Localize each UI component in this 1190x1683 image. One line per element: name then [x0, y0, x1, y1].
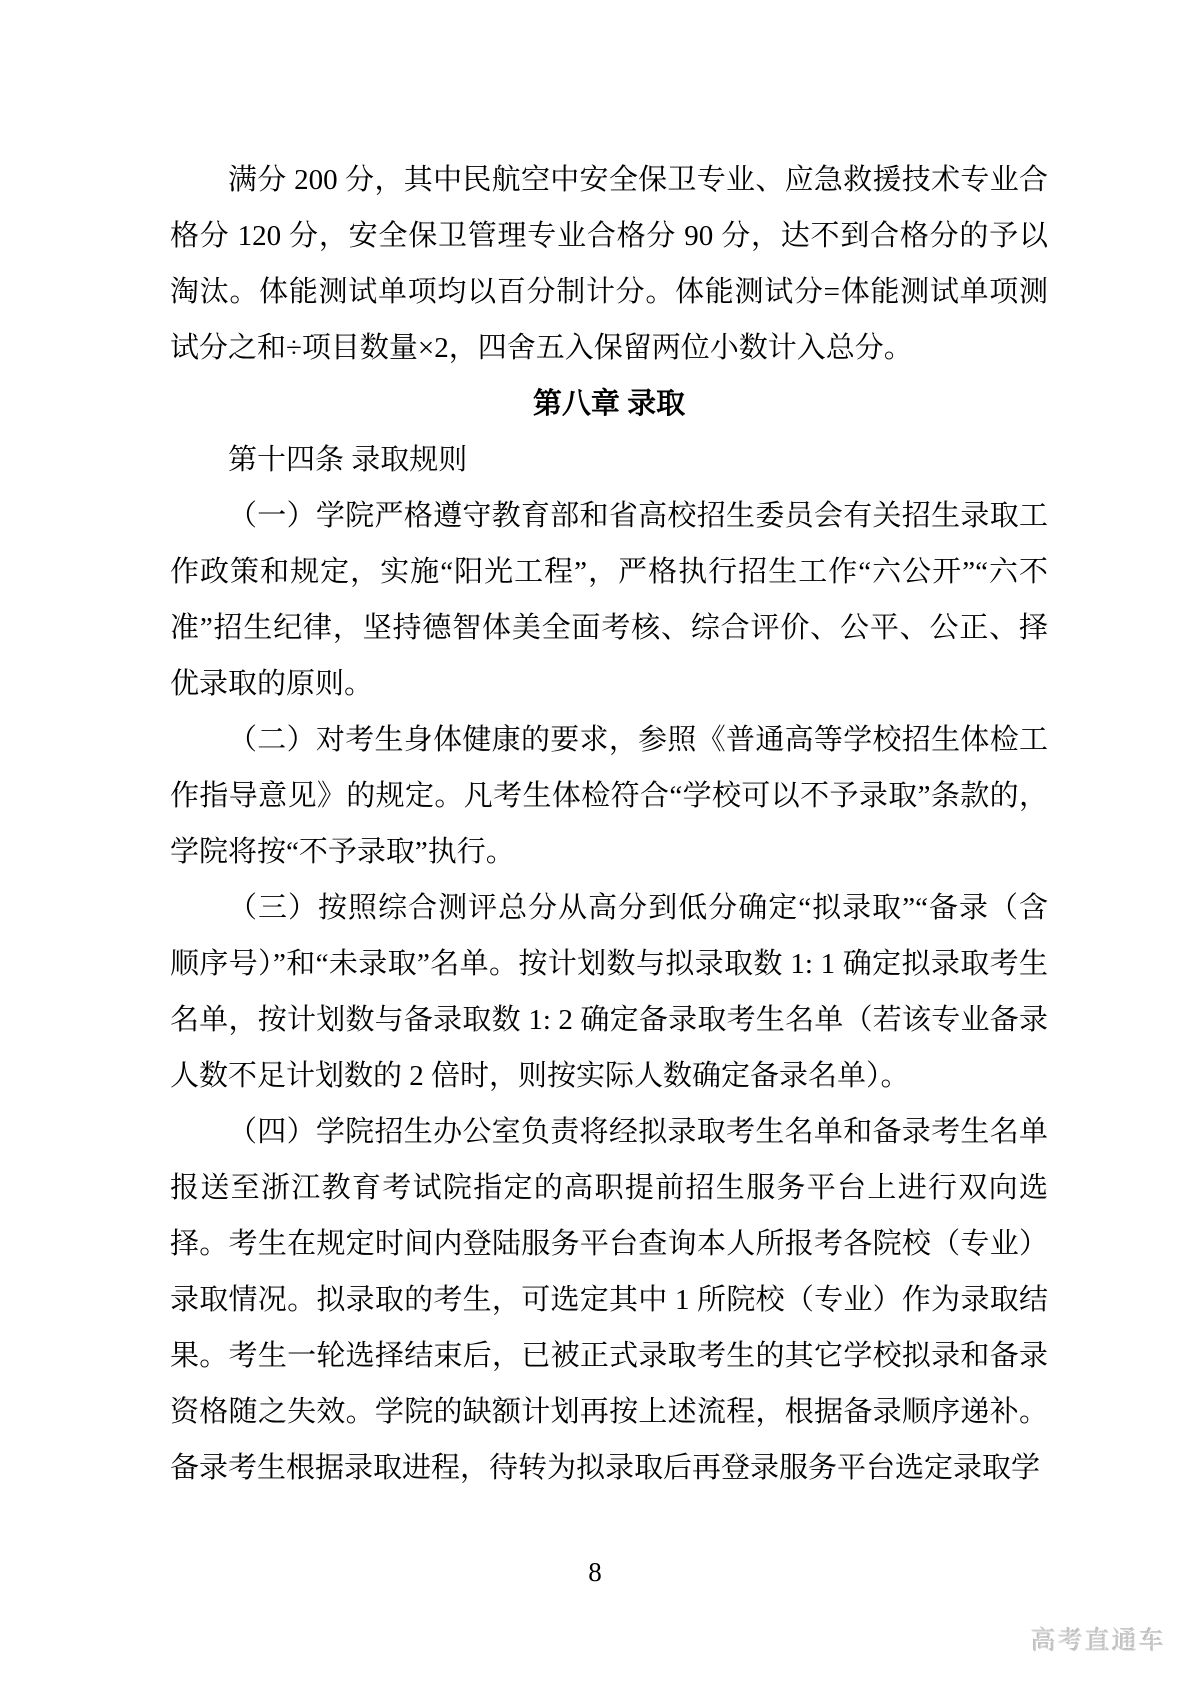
document-body: [170, 152, 1048, 1496]
rule-item-1: （一）学院严格遵守教育部和省高校招生委员会有关招生录取工作政策和规定，实施“阳光工程”，严格执行招生工作“六公开”“六不准”招生纪律，坚持德智体美全面考核、综合评价、公平、公正、择优录取的原则。: [170, 500, 1048, 700]
paragraph-score-rules: 满分 200 分，其中民航空中安全保卫专业、应急救援技术专业合格分 120 分，安全保卫管理专业合格分 90 分，达不到合格分的予以淘汰。体能测试单项均以百分制计分。体能测试分=体能测试单项测试分之和÷项目数量×2，四舍五入保留两位小数计入总分。: [170, 164, 1048, 364]
chapter-heading: 第八章 录取: [532, 388, 686, 420]
rule-item-3: （三）按照综合测评总分从高分到低分确定“拟录取”“备录（含顺序号）”和“未录取”名单。按计划数与拟录取数 1: 1 确定拟录取考生名单，按计划数与备录取数 1: 2 确定备录取考生名单（若该专业备录人数不足计划数的 2 倍时，则按实际人数确定备录名单）。: [170, 892, 1048, 1092]
article-title: 第十四条 录取规则: [228, 444, 468, 476]
watermark: 高考直通车: [1030, 1627, 1166, 1655]
page-number: 8: [588, 1557, 602, 1587]
rule-item-2: （二）对考生身体健康的要求，参照《普通高等学校招生体检工作指导意见》的规定。凡考生体检符合“学校可以不予录取”条款的，学院将按“不予录取”执行。: [170, 724, 1048, 868]
rule-item-4: （四）学院招生办公室负责将经拟录取考生名单和备录考生名单报送至浙江教育考试院指定的高职提前招生服务平台上进行双向选择。考生在规定时间内登陆服务平台查询本人所报考各院校（专业）录取情况。拟录取的考生，可选定其中 1 所院校（专业）作为录取结果。考生一轮选择结束后，已被正式录取考生的其它学校拟录和备录资格随之失效。学院的缺额计划再按上述流程，根据备录顺序递补。备录考生根据录取进程，待转为拟录取后再登录服务平台选定录取学: [170, 1116, 1048, 1484]
